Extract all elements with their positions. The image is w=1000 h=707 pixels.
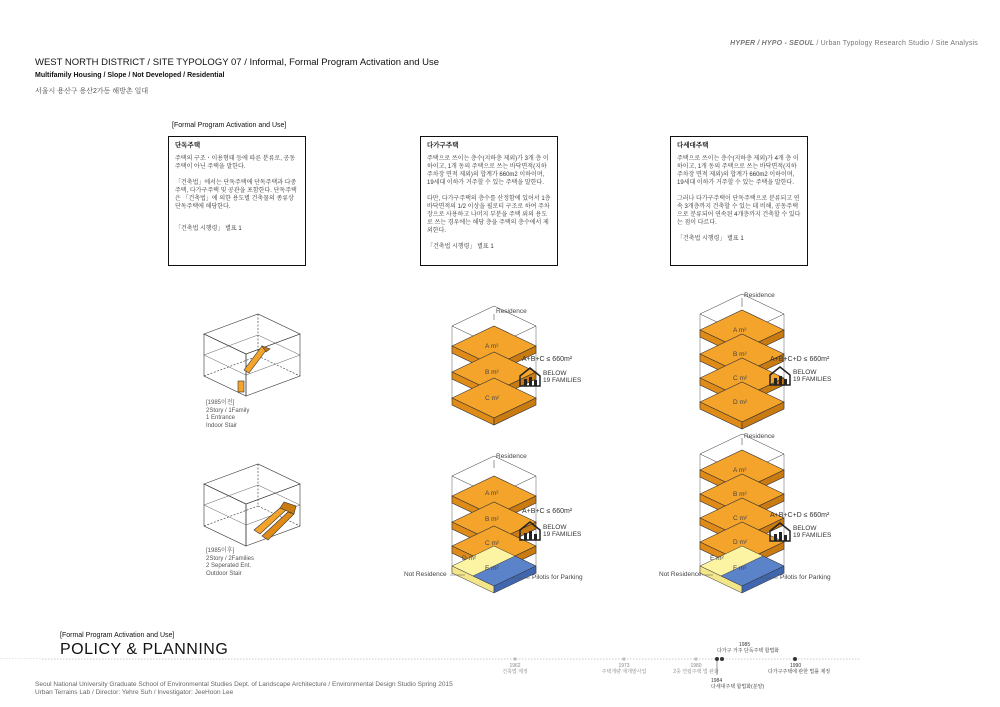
families-line: 19 FAMILIES [793, 376, 832, 383]
floor-label-d: D m² [462, 555, 477, 562]
caption-line: Outdoor Stair [206, 570, 242, 577]
timeline-label: 다세대주택 합법화(분양) [711, 684, 765, 690]
floor-label-e: E m² [485, 565, 499, 572]
multi-household-pilotis-diagram [452, 456, 536, 593]
timeline-event [599, 663, 649, 675]
area-formula: A+B+C+D ≤ 660m² [770, 356, 830, 363]
timeline-label: 다가구주택에 관한 법률 제정 [768, 669, 831, 675]
area-formula: A+B+C+D ≤ 660m² [770, 512, 830, 519]
timeline-event [495, 663, 535, 675]
box-title: 다가구주택 [427, 142, 459, 149]
timeline-year: 1984 [711, 678, 723, 684]
multi-household-3-floor-diagram [452, 306, 536, 425]
studio-brand: HYPER / HYPO - SEOUL [730, 40, 815, 47]
timeline-label: 2종 연립주택 법 완화 [673, 669, 719, 675]
timeline-label: 다가구 거주 단독주택 합법화 [717, 648, 780, 654]
policy-section-header: [Formal Program Activation and Use] [60, 632, 175, 639]
families-line: 19 FAMILIES [793, 532, 832, 539]
families-line: BELOW [793, 525, 817, 532]
policy-timeline [0, 657, 860, 675]
families-limit-label [793, 369, 831, 383]
house-before-1985-diagram [204, 314, 300, 396]
timeline-year: 1985 [739, 642, 751, 648]
caption-line: [1985이후] [206, 548, 235, 554]
box-source: 「건축법 시행령」 별표 1 [175, 226, 242, 232]
timeline-event-1984 [711, 678, 764, 690]
floor-label-a: A m² [485, 490, 499, 497]
after-1985-caption [206, 548, 254, 578]
timeline-year: 1980 [690, 663, 702, 669]
floor-label-b: B m² [733, 491, 747, 498]
pilotis-label: Pilotis for Parking [780, 574, 831, 581]
page-subtitle: Multifamily Housing / Slope / Not Developed / Residential [35, 72, 225, 79]
families-limit-label [543, 524, 581, 538]
footer-line: Seoul National University Graduate School of Environmental Studies Dept. of Landscape Architecture / Environmental Design Studio Spring 2015 [35, 681, 453, 688]
floor-label-d: D m² [733, 539, 748, 546]
floor-label-e: E m² [710, 555, 724, 562]
area-formula: A+B+C ≤ 660m² [522, 508, 573, 515]
floor-label-b: B m² [733, 351, 747, 358]
box-paragraph: 「건축법」에서는 단독주택에 단독주택과 다중주택, 다가구주택 및 공관을 포함한다. 단독주택은 「건축법」에 의한 용도별 건축물의 종류상 단독주택에 해당한다. [175, 180, 297, 210]
caption-line: 1 Entrance [206, 415, 236, 421]
floor-label-c: C m² [485, 540, 500, 547]
floor-label-c: C m² [733, 375, 748, 382]
families-line: BELOW [543, 370, 567, 377]
location-label: 서울시 용산구 용산2가동 해방촌 일대 [35, 88, 149, 95]
floor-label-d: D m² [733, 399, 748, 406]
caption-line: [1985이전] [206, 400, 235, 406]
page-title: WEST NORTH DISTRICT / SITE TYPOLOGY 07 / Informal, Formal Program Activation and Use [35, 57, 440, 68]
timeline-label: 건축법 제정 [502, 669, 528, 675]
families-line: BELOW [793, 369, 817, 376]
families-limit-label [543, 370, 581, 384]
floor-label-b: B m² [485, 516, 499, 523]
floor-label-a: A m² [485, 343, 499, 350]
box-title: 다세대주택 [677, 142, 709, 149]
not-residence-label: Not Residence [404, 571, 447, 578]
pilotis-label: Pilotis for Parking [532, 574, 583, 581]
residence-label: Residence [496, 308, 527, 315]
caption-line: 2 Seperated Ent. [206, 563, 252, 569]
residence-label: Residence [496, 453, 527, 460]
residence-label: Residence [744, 292, 775, 299]
box-title: 단독주택 [175, 142, 201, 149]
studio-header-rest: / Urban Typology Research Studio / Site Analysis [814, 40, 978, 47]
policy-title: POLICY & PLANNING [60, 641, 229, 658]
residence-label: Residence [744, 433, 775, 440]
footer-line: Urban Terrains Lab / Director: Yehre Suh / Investigator: JeeHoon Lee [35, 689, 234, 696]
box-paragraph: 주택으로 쓰이는 층수(지하층 제외)가 3개 층 이하이고, 1개 동의 주택으로 쓰는 바닥면적(지하주차장 면적 제외)의 합계가 660m2 이하이며, 19세대 이하가 거주할 수 있는 주택을 말한다. [427, 156, 549, 186]
box-source: 「건축법 시행령」 별표 1 [427, 244, 494, 250]
timeline-event-1990 [768, 663, 830, 675]
box-paragraph: 주택의 구조ㆍ이용형태 등에 따른 분류로, 공동주택이 아닌 주택을 말한다. [175, 156, 296, 170]
box-paragraph: 주택으로 쓰이는 층수(지하층 제외)가 4개 층 이하이고, 1개 동의 주택으로 쓰는 바닥면적(지하주차장 면적 제외)의 합계가 660m2 이하이며, 19세대 이하가 거주할 수 있는 주택을 말한다. [677, 156, 799, 186]
timeline-event [671, 663, 721, 675]
box-paragraph: 다만, 다가구주택의 층수를 산정함에 있어서 1층 바닥면적의 1/2 이상을 필로티 구조로 하여 주차장으로 사용하고 나머지 부분을 주택 외의 용도로 쓰는 경우에는 해당 층을 주택의 층수에서 제외한다. [427, 196, 551, 234]
not-residence-label: Not Residence [659, 571, 702, 578]
timeline-year: 1990 [790, 663, 802, 669]
timeline-event-1985 [717, 642, 779, 654]
families-line: BELOW [543, 524, 567, 531]
formal-program-header: [Formal Program Activation and Use] [172, 122, 287, 129]
families-line: 19 FAMILIES [543, 377, 582, 384]
floor-label-a: A m² [733, 327, 747, 334]
floor-label-b: B m² [485, 369, 499, 376]
box-paragraph: 그러나 다가구주택이 단독주택으로 분류되고 연속 3개층까지 건축할 수 있는 데 비해, 공동주택으로 분류되어 연속된 4개층까지 건축할 수 있다는 점이 다르다. [677, 196, 801, 226]
before-1985-caption [206, 400, 249, 430]
floor-label-f: F m² [733, 565, 747, 572]
box-source: 「건축법 시행령」 별표 1 [677, 236, 744, 242]
caption-line: Indoor Stair [206, 422, 238, 429]
caption-line: 2Story / 2Families [206, 555, 255, 562]
floor-label-a: A m² [733, 467, 747, 474]
families-line: 19 FAMILIES [543, 531, 582, 538]
timeline-label: 주택개량 재개발사업 [601, 669, 647, 675]
floor-label-c: C m² [485, 395, 500, 402]
house-after-1985-diagram [204, 464, 300, 546]
families-limit-label [793, 525, 831, 539]
caption-line: 2Story / 1Family [206, 407, 250, 414]
area-formula: A+B+C ≤ 660m² [522, 356, 573, 363]
footer-credits [35, 681, 453, 697]
timeline-year: 1973 [618, 663, 630, 669]
floor-label-c: C m² [733, 515, 748, 522]
timeline-year: 1962 [509, 663, 521, 669]
